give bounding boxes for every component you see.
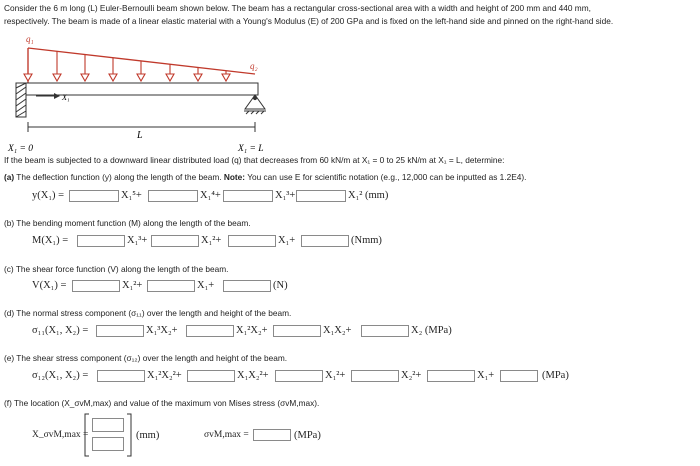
beam [26,83,258,95]
part-e-input-6[interactable] [500,370,538,382]
part-f-stress-unit: (MPa) [294,430,321,441]
part-d-input-4[interactable] [361,325,409,337]
part-b-term-3: X₁+ [278,235,296,246]
part-d-input-1[interactable] [96,325,144,337]
part-e-term-6: (MPa) [542,370,569,381]
part-b-input-2[interactable] [151,235,199,247]
intro-line-2: respectively. The beam is made of a linear elastic material with a Young's Modulus (E) of 200 GPa and is fixed on the left-hand side and pinned on the right-hand side. [4,15,614,26]
part-e-input-4[interactable] [351,370,399,382]
part-f-location-lhs: X_σvM,max = [32,430,89,440]
part-e-question: (e) The shear stress component (σ₁₂) over the length and height of the beam. [4,353,288,363]
part-b-lhs: M(X₁) = [32,235,69,246]
part-a-text: The deflection function (y) along the length of the beam. [14,172,224,182]
part-f-location-input-x2[interactable] [92,437,124,451]
part-f-question: (f) The location (X_σvM,max) and value of the maximum von Mises stress (σvM,max). [4,398,320,408]
part-e-term-1: X₁²X₂²+ [147,370,182,381]
part-a-note-text: You can use E for scientific notation (e.g., 12,000 can be inputted as 1.2E4). [245,172,527,182]
load-arrows [24,48,230,81]
part-c-term-2: X₁+ [197,280,215,291]
q1-label: q₁ [26,34,34,44]
part-b-term-2: X₁²+ [201,235,222,246]
part-e-term-3: X₁²+ [325,370,346,381]
part-c-input-1[interactable] [72,280,120,292]
part-b-input-1[interactable] [77,235,125,247]
part-a-input-2[interactable] [148,190,198,202]
part-a-input-3[interactable] [223,190,273,202]
part-e-term-2: X₁X₂²+ [237,370,269,381]
part-d-input-3[interactable] [273,325,321,337]
part-a-input-1[interactable] [69,190,119,202]
part-f-location-input-x1[interactable] [92,418,124,432]
part-c-term-1: X₁²+ [122,280,143,291]
part-a-term-1: X₁⁵+ [121,190,142,201]
part-d-question: (d) The normal stress component (σ₁₁) over the length and height of the beam. [4,308,292,318]
load-condition: If the beam is subjected to a downward linear distributed load (q) that decreases from 60 kN/m at X₁ = 0 to 25 kN/m at X₁ = L, determine: [4,155,505,165]
part-a-term-3: X₁³+ [275,190,296,201]
part-d-term-4: X₂ (MPa) [411,325,452,336]
part-a-question [4,172,526,182]
part-e-input-1[interactable] [97,370,145,382]
part-b-input-4[interactable] [301,235,349,247]
part-e-term-4: X₂²+ [401,370,422,381]
part-a-term-4: X₁² (mm) [348,190,389,201]
part-d-term-2: X₁²X₂+ [236,325,268,336]
problem-intro [4,2,696,27]
part-c-input-3[interactable] [223,280,271,292]
part-d-term-3: X₁X₂+ [323,325,352,336]
part-c-term-3: (N) [273,280,288,291]
part-c-lhs: V(X₁) = [32,280,67,291]
x-start-label: X₁ = 0 [8,144,34,153]
part-d-input-2[interactable] [186,325,234,337]
part-f-location-unit: (mm) [136,430,160,441]
pinned-support [244,95,266,114]
q2-label: q₂ [250,61,258,71]
part-b-term-4: (Nmm) [351,235,382,246]
part-b-term-1: X₁³+ [127,235,148,246]
part-a-note-label: Note: [223,172,246,182]
part-e-term-5: X₁+ [477,370,495,381]
part-c-question: (c) The shear force function (V) along the length of the beam. [4,264,229,274]
part-e-input-2[interactable] [187,370,235,382]
length-label: L [137,130,143,141]
part-e-lhs: σ₁₂(X₁, X₂) = [32,370,89,381]
x1-arrow-label: X₁ [62,93,70,102]
part-a-prefix: (a) [4,172,15,182]
intro-line-1: Consider the 6 m long (L) Euler-Bernoulli beam shown below. The beam has a rectangular cross-sectional area with a width and height of 200 mm and 440 mm, [4,3,591,13]
part-d-lhs: σ₁₁(X₁, X₂) = [32,325,89,336]
beam-diagram [0,28,300,153]
fixed-support [16,83,26,117]
part-a-lhs: y(X₁) = [32,190,65,201]
part-e-input-3[interactable] [275,370,323,382]
part-b-input-3[interactable] [228,235,276,247]
part-a-input-4[interactable] [296,190,346,202]
part-d-term-1: X₁³X₂+ [146,325,178,336]
part-a-term-2: X₁⁴+ [200,190,221,201]
part-f-stress-lhs: σvM,max = [204,430,249,440]
part-f-stress-input[interactable] [253,429,291,441]
part-c-input-2[interactable] [147,280,195,292]
part-e-input-5[interactable] [427,370,475,382]
part-b-question: (b) The bending moment function (M) along the length of the beam. [4,218,251,228]
x-end-label: X₁ = L [238,144,264,153]
